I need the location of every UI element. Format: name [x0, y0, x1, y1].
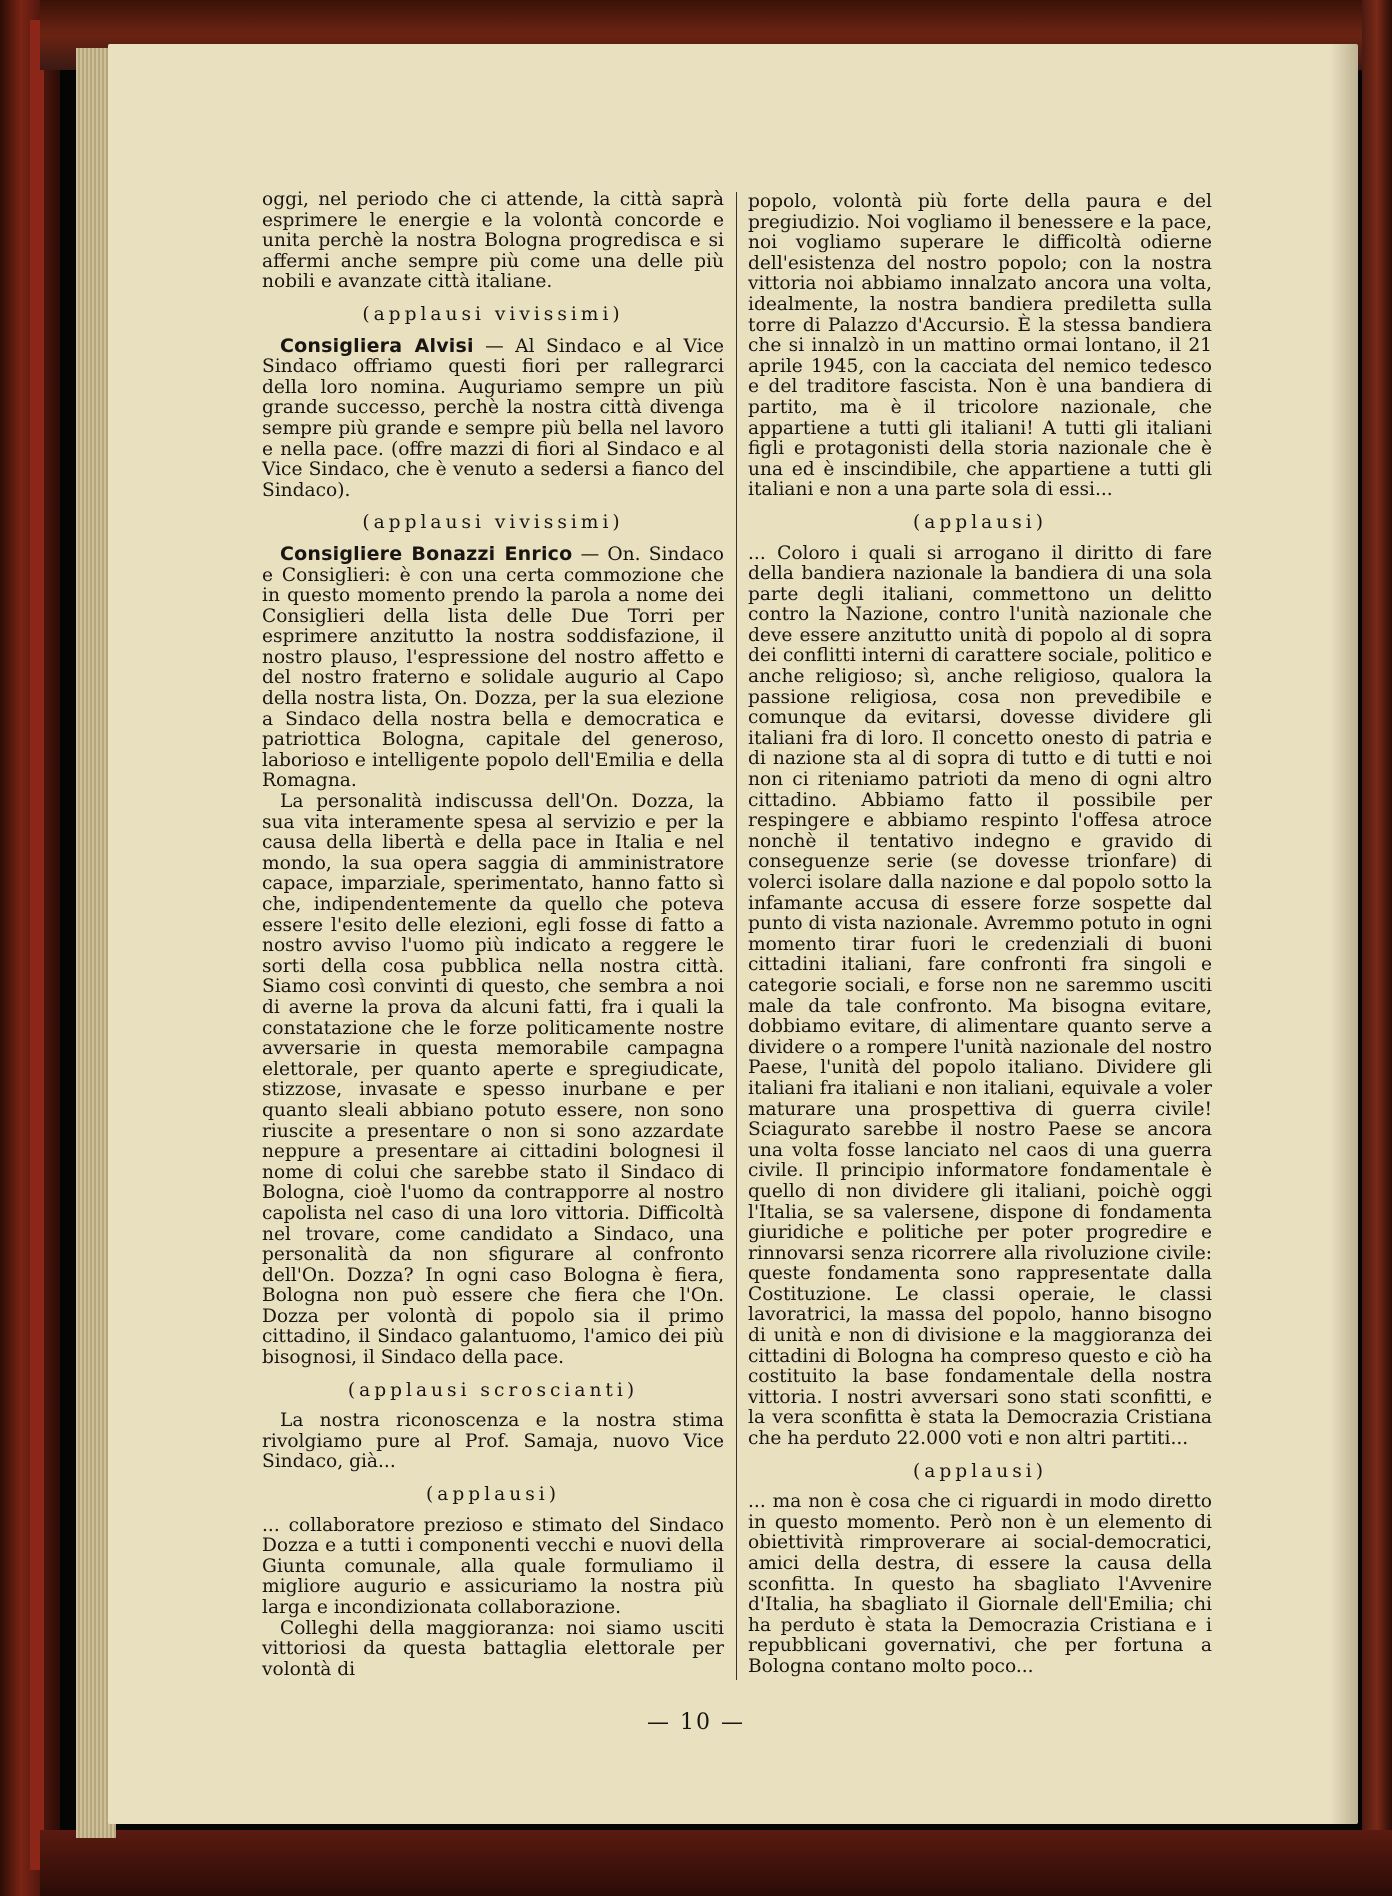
- paragraph: ... collaboratore prezioso e stimato del Sindaco Dozza e a tutti i componenti vecchi e nuovi della Giunta comunale, alla quale formuliamo il migliore augurio e assicuriamo la nostra più larga e incondizionata collaborazione.: [262, 1514, 724, 1618]
- page-number: — 10 —: [647, 1710, 745, 1735]
- page-gutter-shadow: [1330, 44, 1358, 1824]
- speaker-name: Consigliera Alvisi: [280, 334, 474, 357]
- paragraph: popolo, volontà più forte della paura e del pregiudizio. Noi vogliamo il benessere e la pace, noi vogliamo superare le difficoltà odierne dell'esistenza del nostro popolo; con la nostra vittoria noi abbiamo innalzato ancora una volta, idealmente, la nostra bandiera prediletta sulla torre di Palazzo d'Accursio. È la stessa bandiera che si innalzò in un mattino ormai lontano, il 21 aprile 1945, con la cacciata del nemico tedesco e del traditore fascista. Non è una bandiera di partito, ma è il tricolore nazionale, che appartiene a tutti gli italiani! A tutti gli italiani figli e protagonisti della storia nazionale che è una ed è inscindibile, che appartiene a tutti gli italiani e non a una parte sola di essi...: [748, 191, 1212, 501]
- paragraph: ... ma non è cosa che ci riguardi in modo diretto in questo momento. Però non è un elemento di obiettività rimproverare ai social-democratici, amici della destra, di essere la causa della sconfitta. In questo ha sbagliato l'Avvenire d'Italia, ha sbagliato il Giornale dell'Emilia; chi ha perduto è stata la Democrazia Cristiana e i repubblicani governativi, che per fortuna a Bologna contano molto poco...: [748, 1491, 1212, 1677]
- paragraph: La personalità indiscussa dell'On. Dozza, la sua vita interamente spesa al servizio e per la causa della libertà e della pace in Italia e nel mondo, la sua opera saggia di amministratore capace, imparziale, sperimentato, hanno fatto sì che, indipendentemente da quello che poteva essere l'esito delle elezioni, egli fosse di fatto a nostro avviso l'uomo più indicato a reggere le sorti della cosa pubblica nella nostra città. Siamo così convinti di questo, che sembra a noi di averne la prova da alcuni fatti, fra i quali la constatazione che le forze politicamente nostre avversarie in questa memorabile campagna elettorale, per quanto aperte e spregiudicate, stizzose, invasate e spesso inurbane e per quanto sleali abbiano potuto essere, non sono riuscite a presentare o non si sono azzardate neppure a presentare ai cittadini bolognesi il nome di colui che sarebbe stato il Sindaco di Bologna, cioè l'uomo da contrapporre al nostro capolista nel caso di una loro vittoria. Difficoltà nel trovare, come candidato a Sindaco, una personalità da non sfigurare al confronto dell'On. Dozza? In ogni caso Bologna è fiera, Bologna non può essere che fiera che l'On. Dozza per volontà di popolo sia il primo cittadino, il Sindaco galantuomo, l'amico dei più bisognosi, il Sindaco della pace.: [262, 791, 724, 1369]
- book-binding-right: [1362, 0, 1392, 1896]
- applause-note: (applausi vivissimi): [362, 512, 624, 534]
- paragraph: ... Coloro i quali si arrogano il diritto di fare della bandiera nazionale la bandiera di una sola parte degli italiani, commettono un delitto contro la Nazione, contro l'unità nazionale che deve essere anzitutto unità di popolo al di sopra dei conflitti interni di carattere sociale, politico e anche religioso; sì, anche religioso, qualora la passione religiosa, cosa non prevedibile e comunque da evitarsi, dovesse dividere gli italiani fra di loro. Il concetto onesto di patria e di nazione sta al di sopra di tutto e di tutti e noi non ci riteniamo patrioti da meno di ogni altro cittadino. Abbiamo fatto il possibile per respingere e abbiamo respinto l'offesa atroce nonchè il tentativo indegno e gravido di conseguenze serie (se dovesse trionfare) di volerci isolare dalla nazione e dal popolo sotto la infamante accusa di essere forze sospette dal punto di vista nazionale. Avremmo potuto in ogni momento tirar fuori le credenziali di buoni cittadini italiani, fare confronti fra singoli e categorie sociali, e forse non ne saremmo usciti male da tale confronto. Ma bisogna evitare, dobbiamo evitare, di alimentare quanto serve a dividere o a rompere l'unità nazionale del nostro Paese, l'unità del popolo italiano. Dividere gli italiani fra italiani e non italiani, equivale a voler maturare una prospettiva di guerra civile! Sciagurato sarebbe il nostro Paese se ancora una volta fosse lanciato nel caos di una guerra civile. Il principio informatore fondamentale è quello di non dividere gli italiani, poichè oggi l'Italia, se sa valersene, dispone di fondamenta giuridiche e politiche per poter progredire e rinnovarsi senza ricorrere alla rivoluzione civile: queste fondamenta sono rappresentate dalla Costituzione. Le classi operaie, le classi lavoratrici, la massa del popolo, hanno bisogno di unità e non di divisione e la maggioranza dei cittadini di Bologna ha compreso questo e ciò ha costituito la base fondamentale della nostra vittoria. I nostri avversari sono stati sconfitti, e la vera sconfitta è stata la Democrazia Cristiana che ha perduto 22.000 voti e non altri partiti...: [748, 542, 1212, 1450]
- speaker-name: Consigliere Bonazzi Enrico: [280, 542, 573, 565]
- applause-note: (applausi): [426, 1484, 560, 1506]
- speech-text: — Al Sindaco e al Vice Sindaco offriamo questi fiori per rallegrarci della loro nomina. Auguriamo sempre un più grande successo, perchè la nostra città divenga sempre più grande e sempre più bella nel lavoro e nella pace. (offre mazzi di fiori al Sindaco e al Vice Sindaco, che è venuto a sedersi a fianco del Sindaco).: [262, 335, 724, 501]
- speaker-paragraph: [262, 544, 724, 792]
- left-column: [262, 190, 724, 1680]
- applause-note: (applausi scroscianti): [347, 1379, 639, 1401]
- applause-note: (applausi): [913, 511, 1047, 533]
- applause-note: (applausi vivissimi): [362, 303, 624, 325]
- book-binding-bottom: [40, 1830, 1392, 1896]
- applause-note: (applausi): [913, 1460, 1047, 1482]
- paragraph: Colleghi della maggioranza: noi siamo usciti vittoriosi da questa battaglia elettorale per volontà di: [262, 1617, 724, 1680]
- paragraph: La nostra riconoscenza e la nostra stima rivolgiamo pure al Prof. Samaja, nuovo Vice Sindaco, già...: [262, 1410, 724, 1473]
- book-spine-edge: [30, 20, 44, 1870]
- speaker-paragraph: [262, 336, 724, 502]
- paragraph: oggi, nel periodo che ci attende, la città saprà esprimere le energie e la volontà concorde e unita perchè la nostra Bologna progredisca e si affermi anche sempre più come una delle più nobili e avanzate città italiane.: [262, 189, 724, 293]
- column-divider: [736, 192, 737, 1680]
- speech-text: — On. Sindaco e Consiglieri: è con una certa commozione che in questo momento prendo la parola a nome dei Consiglieri della lista delle Due Torri per esprimere anzitutto la nostra soddisfazione, il nostro plauso, l'espressione del nostro affetto e del nostro fraterno e solidale augurio al Capo della nostra lista, On. Dozza, per la sua elezione a Sindaco della nostra bella e democratica e patriottica Bologna, capitale del generoso, laborioso e intelligente popolo dell'Emilia e della Romagna.: [262, 543, 724, 792]
- right-column: [748, 192, 1212, 1678]
